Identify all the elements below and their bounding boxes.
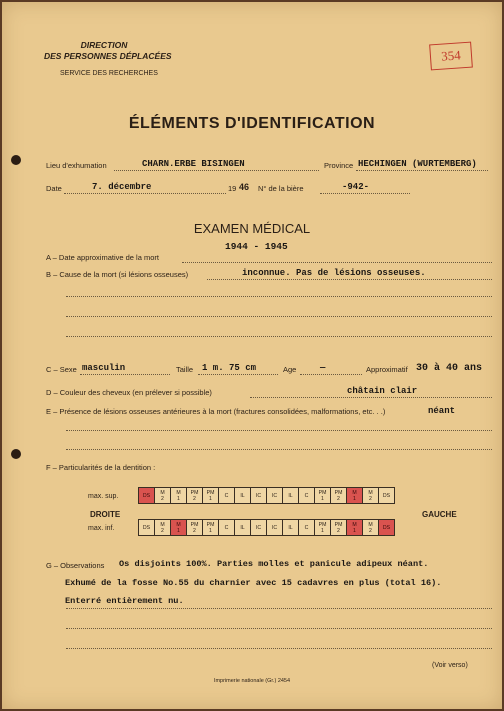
lower-tooth-cell: C	[299, 520, 315, 536]
lower-tooth-cell: DS	[379, 520, 395, 536]
upper-tooth-cell: M 1	[347, 488, 363, 504]
upper-tooth-cell: IC	[267, 488, 283, 504]
lower-tooth-cell: M 1	[171, 520, 187, 536]
lower-tooth-cell: IC	[267, 520, 283, 536]
dotted-line	[66, 648, 492, 649]
approx-label: Approximatif	[366, 365, 408, 374]
lower-tooth-cell: M 2	[155, 520, 171, 536]
observations-line-3: Enterré entièrement nu.	[65, 596, 184, 606]
dotted-line	[66, 316, 492, 317]
lower-tooth-cell: PM 1	[315, 520, 331, 536]
upper-tooth-cell: M 2	[155, 488, 171, 504]
dotted-line	[114, 170, 319, 171]
age-label: Age	[283, 365, 297, 374]
lesions-label: E – Présence de lésions osseuses antérieures à la mort (fractures consolidées, malformations, etc. . .)	[46, 407, 386, 416]
upper-tooth-cell: IC	[251, 488, 267, 504]
upper-tooth-cell: DS	[139, 488, 155, 504]
lower-tooth-cell: PM 2	[187, 520, 203, 536]
upper-jaw-label: max. sup.	[88, 493, 119, 500]
hair-value: châtain clair	[347, 386, 418, 396]
lower-tooth-cell: C	[219, 520, 235, 536]
upper-tooth-cell: DS	[379, 488, 395, 504]
header-service: SERVICE DES RECHERCHES	[60, 70, 158, 77]
upper-teeth-chart	[138, 487, 395, 504]
dotted-line	[80, 374, 170, 375]
printer-imprint: Imprimerie nationale (Gr.) 2454	[213, 678, 291, 684]
dotted-line	[207, 279, 492, 280]
death-date-label: A – Date approximative de la mort	[46, 253, 159, 262]
height-value: 1 m. 75 cm	[202, 363, 257, 373]
dotted-line	[66, 430, 492, 431]
dotted-line	[198, 374, 278, 375]
year-value: 46	[239, 182, 250, 192]
dotted-line	[182, 262, 492, 263]
dotted-line	[300, 374, 362, 375]
dotted-line	[66, 449, 492, 450]
height-label: Taille	[176, 365, 194, 374]
date-value: 7. décembre	[92, 182, 152, 192]
lower-tooth-cell: PM 1	[203, 520, 219, 536]
dotted-line	[66, 628, 492, 629]
upper-tooth-cell: IL	[283, 488, 299, 504]
upper-tooth-cell: C	[219, 488, 235, 504]
upper-tooth-cell: PM 2	[187, 488, 203, 504]
province-label: Province	[324, 161, 354, 170]
biere-value: -942-	[342, 182, 370, 192]
death-date-value: 1944 - 1945	[225, 241, 288, 252]
lower-tooth-cell: M 1	[347, 520, 363, 536]
lieu-value: CHARN.ERBE BISINGEN	[142, 159, 245, 169]
right-side-label: DROITE	[90, 510, 121, 519]
see-back-note: (Voir verso)	[432, 662, 468, 669]
observations-line-2: Exhumé de la fosse No.55 du charnier avec 15 cadavres en plus (total 16).	[65, 578, 442, 588]
punch-hole	[11, 155, 21, 165]
age-value: —	[320, 363, 326, 373]
dotted-line	[250, 397, 492, 398]
lieu-label: Lieu d'exhumation	[46, 161, 107, 170]
exam-title: EXAMEN MÉDICAL	[193, 221, 311, 236]
reference-stamp: 354	[429, 42, 473, 71]
lower-tooth-cell: IL	[235, 520, 251, 536]
approx-age-value: 30 à 40 ans	[416, 363, 483, 374]
province-value: HECHINGEN (WURTEMBERG)	[358, 159, 477, 169]
punch-hole	[11, 449, 21, 459]
lower-jaw-label: max. inf.	[88, 525, 115, 532]
dotted-line	[66, 336, 492, 337]
biere-label: N° de la bière	[258, 184, 304, 193]
upper-tooth-cell: C	[299, 488, 315, 504]
upper-tooth-cell: PM 1	[315, 488, 331, 504]
lower-tooth-cell: M 2	[363, 520, 379, 536]
upper-tooth-cell: PM 1	[203, 488, 219, 504]
upper-tooth-cell: M 1	[171, 488, 187, 504]
death-cause-value: inconnue. Pas de lésions osseuses.	[242, 268, 426, 278]
hair-label: D – Couleur des cheveux (en prélever si possible)	[46, 388, 212, 397]
dotted-line	[66, 296, 492, 297]
header-direction: DIRECTION	[80, 40, 128, 50]
year-prefix: 19	[228, 184, 237, 193]
page-title: ÉLÉMENTS D'IDENTIFICATION	[128, 115, 376, 132]
lower-tooth-cell: PM 2	[331, 520, 347, 536]
dotted-line	[64, 193, 226, 194]
left-side-label: GAUCHE	[422, 510, 457, 519]
dotted-line	[356, 170, 488, 171]
lower-tooth-cell: DS	[139, 520, 155, 536]
upper-tooth-cell: M 2	[363, 488, 379, 504]
observations-label: G – Observations	[46, 561, 105, 570]
date-label: Date	[46, 184, 62, 193]
upper-tooth-cell: PM 2	[331, 488, 347, 504]
upper-tooth-cell: IL	[235, 488, 251, 504]
lower-teeth-chart	[138, 519, 395, 536]
dotted-line	[66, 608, 492, 609]
document-page	[2, 2, 502, 709]
lesions-value: néant	[428, 406, 456, 416]
dentition-label: F – Particularités de la dentition :	[46, 463, 156, 472]
sex-value: masculin	[82, 363, 126, 373]
lower-tooth-cell: IL	[283, 520, 299, 536]
sex-label: C – Sexe	[46, 365, 77, 374]
death-cause-label: B – Cause de la mort (si lésions osseuses)	[46, 270, 189, 279]
observations-line-1: Os disjoints 100%. Parties molles et panicule adipeux néant.	[119, 559, 429, 569]
lower-tooth-cell: IC	[251, 520, 267, 536]
dotted-line	[320, 193, 410, 194]
header-subtitle: DES PERSONNES DÉPLACÉES	[44, 51, 172, 61]
